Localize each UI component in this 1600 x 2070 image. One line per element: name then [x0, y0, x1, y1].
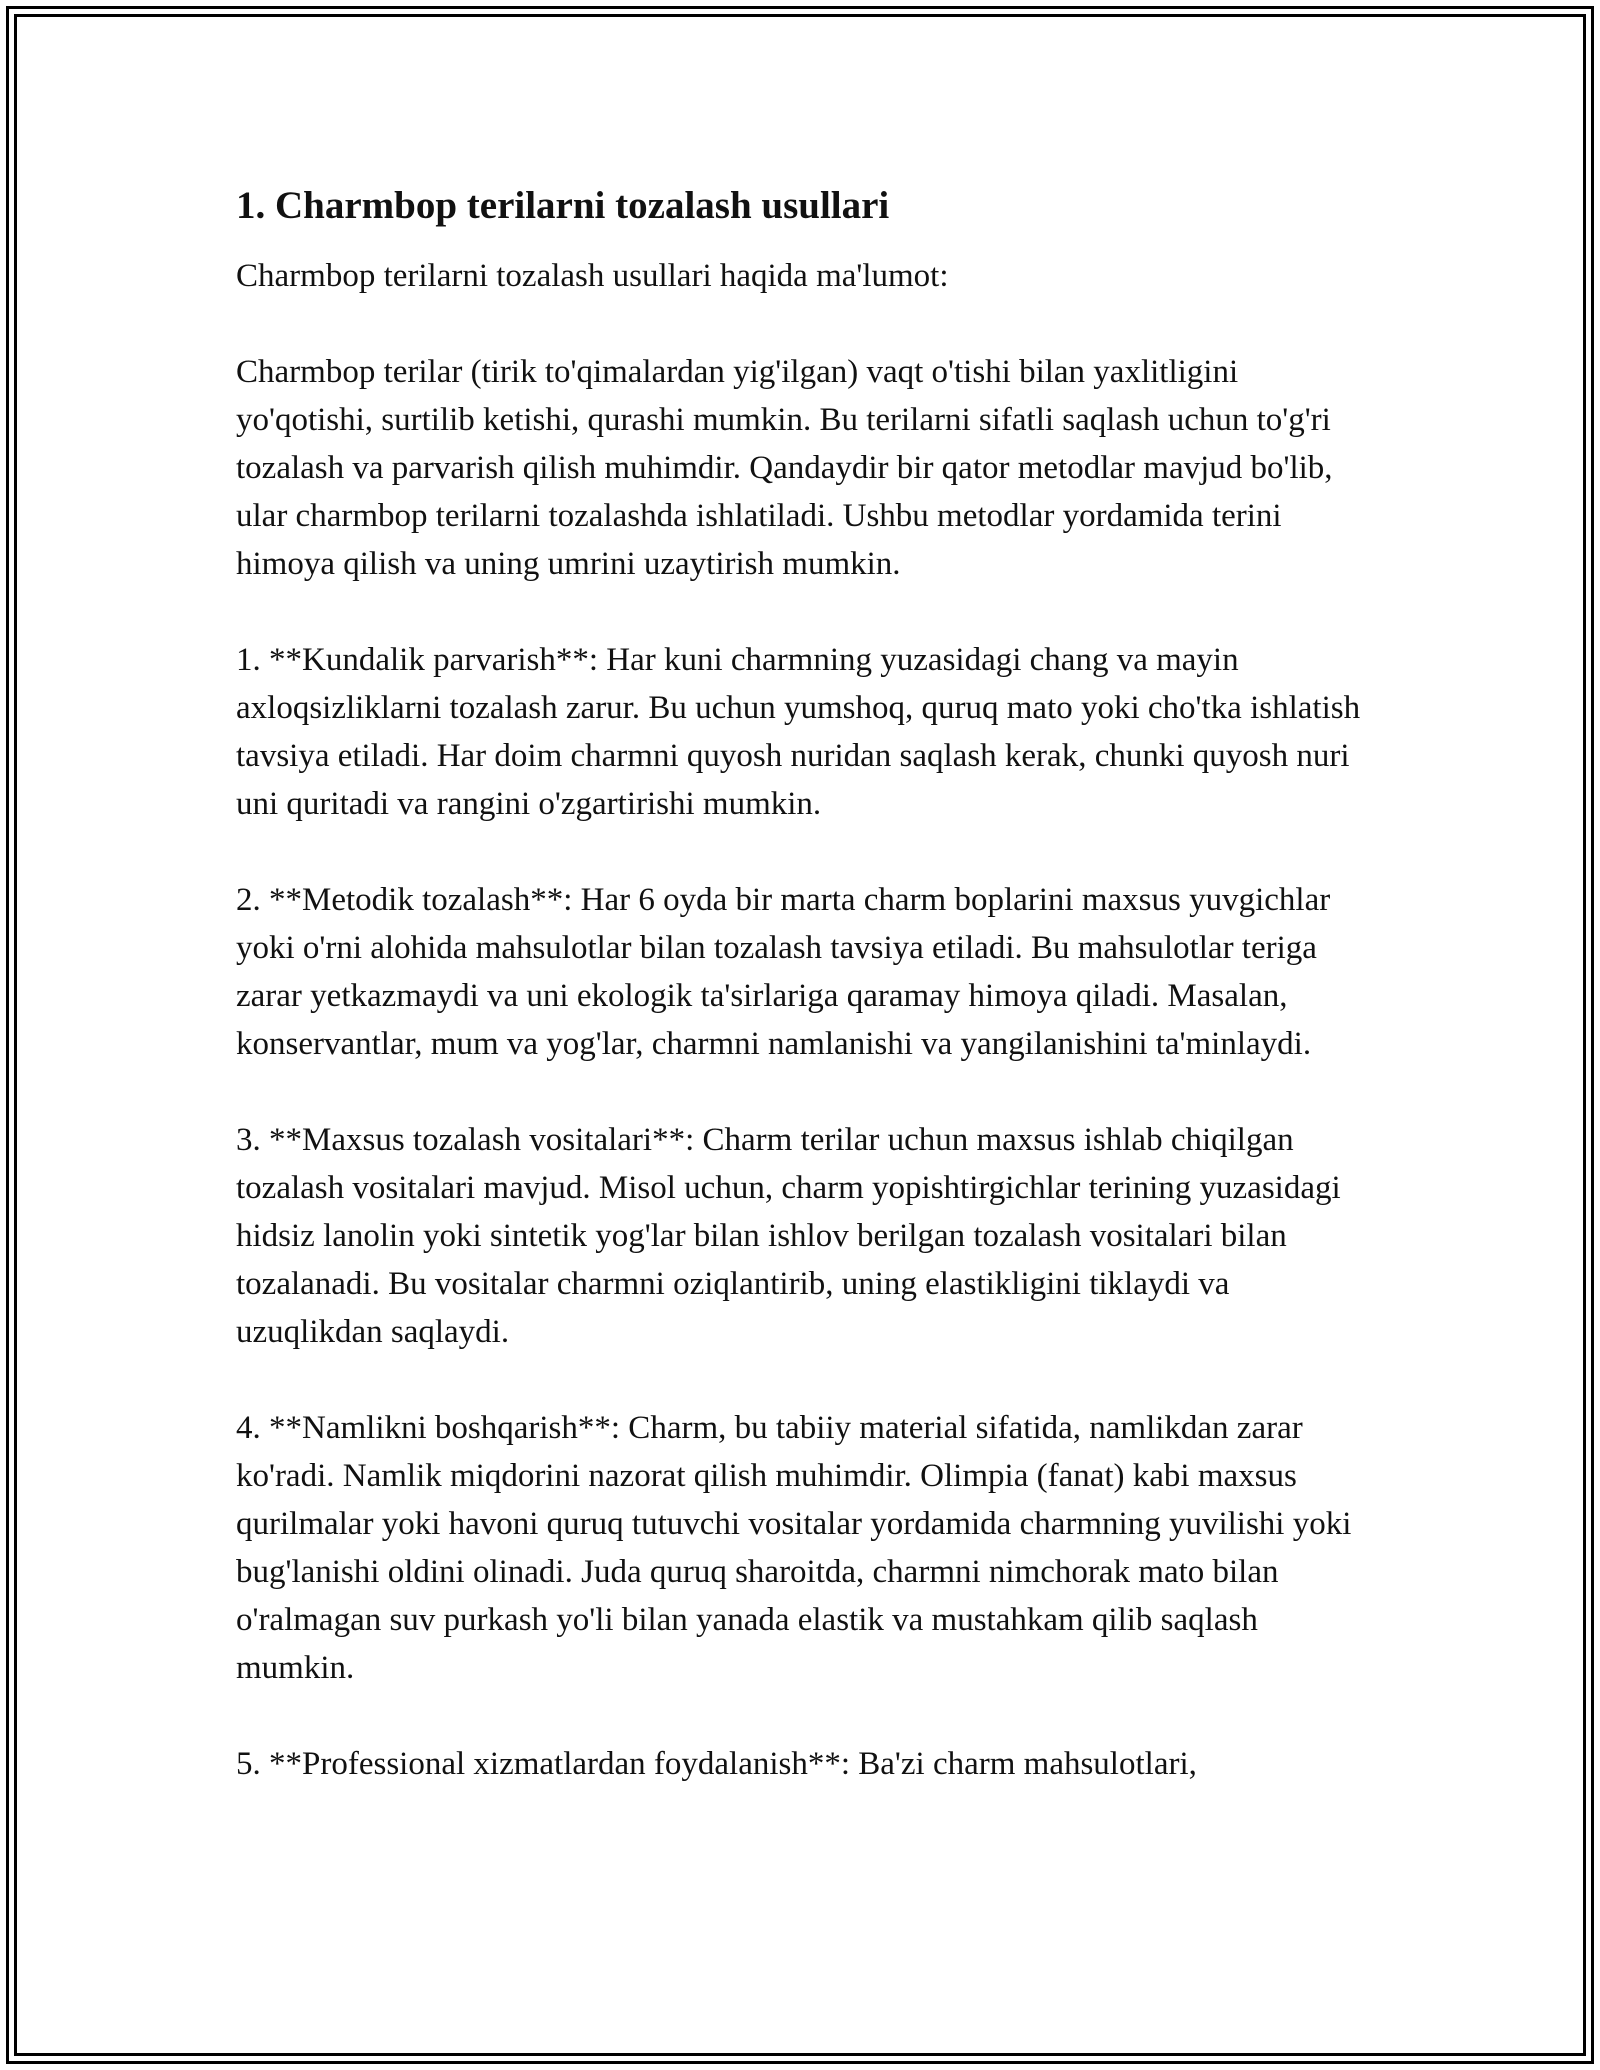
paragraph-methodical-cleaning: 2. **Metodik tozalash**: Har 6 oyda bir marta charm boplarini maxsus yuvgichlar yoki o'rni alohida mahsulotlar bilan tozalash tavsiya etiladi. Bu mahsulotlar teriga zarar yetkazmaydi va uni ekologik ta'sirlariga qaramay himoya qiladi. Masalan, konservantlar, mum va yog'lar, charmni namlanishi va yangilanishini ta'minlaydi.	[236, 882, 1331, 1062]
document-body	[236, 182, 1366, 1836]
document-title: 1. Charmbop terilarni tozalash usullari	[236, 184, 890, 227]
paragraph-overview: Charmbop terilar (tirik to'qimalardan yig'ilgan) vaqt o'tishi bilan yaxlitligini yo'qotishi, surtilib ketishi, qurashi mumkin. Bu terilarni sifatli saqlash uchun to'g'ri tozalash va parvarish qilish muhimdir. Qandaydir bir qator metodlar mavjud bo'lib, ular charmbop terilarni tozalashda ishlatiladi. Ushbu metodlar yordamida terini himoya qilish va uning umrini uzaytirish mumkin.	[236, 354, 1333, 582]
paragraph-professional-services: 5. **Professional xizmatlardan foydalanish**: Ba'zi charm mahsulotlari,	[236, 1746, 1197, 1782]
intro-line: Charmbop terilarni tozalash usullari haqida ma'lumot:	[236, 258, 949, 294]
paragraph-humidity-control: 4. **Namlikni boshqarish**: Charm, bu tabiiy material sifatida, namlikdan zarar ko'radi. Namlik miqdorini nazorat qilish muhimdir. Olimpia (fanat) kabi maxsus qurilmalar yoki havoni quruq tutuvchi vositalar yordamida charmning yuvilishi yoki bug'lanishi oldini olinadi. Juda quruq sharoitda, charmni nimchorak mato bilan o'ralmagan suv purkash yo'li bilan yanada elastik va mustahkam qilib saqlash mumkin.	[236, 1410, 1352, 1686]
paragraph-special-cleaners: 3. **Maxsus tozalash vositalari**: Charm terilar uchun maxsus ishlab chiqilgan tozalash vositalari mavjud. Misol uchun, charm yopishtirgichlar terining yuzasidagi hidsiz lanolin yoki sintetik yog'lar bilan ishlov berilgan tozalash vositalari bilan tozalanadi. Bu vositalar charmni oziqlantirib, uning elastikligini tiklaydi va uzuqlikdan saqlaydi.	[236, 1122, 1341, 1350]
paragraph-daily-care: 1. **Kundalik parvarish**: Har kuni charmning yuzasidagi chang va mayin axloqsizliklarni tozalash zarur. Bu uchun yumshoq, quruq mato yoki cho'tka ishlatish tavsiya etiladi. Har doim charmni quyosh nuridan saqlash kerak, chunki quyosh nuri uni quritadi va rangini o'zgartirishi mumkin.	[236, 642, 1361, 822]
